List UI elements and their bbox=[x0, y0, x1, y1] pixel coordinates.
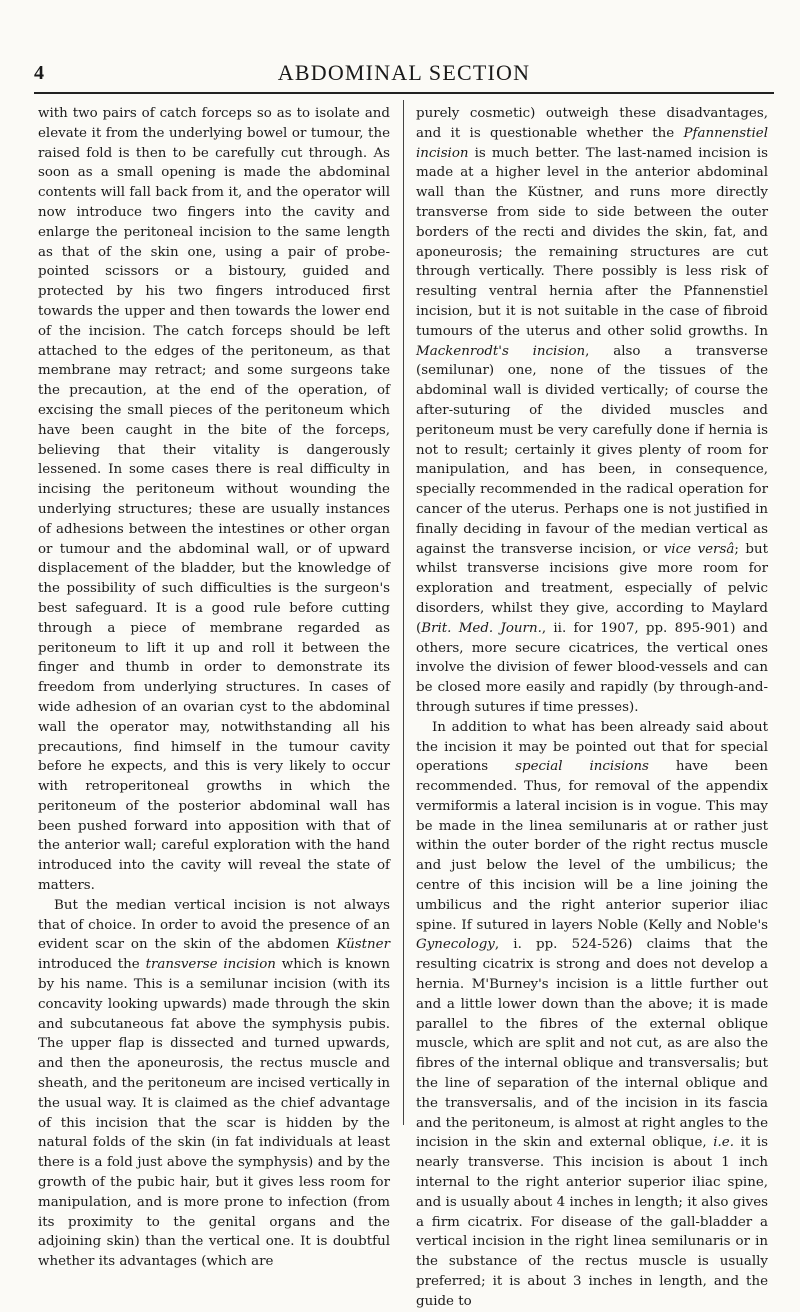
text-span: have been recommended. Thus, for removal of the appendix vermiformis a lateral incision is in vogue. This may be made in the linea semilunaris at or rather just within the outer border of the right rectus muscle and just below the level of the umbilicus; the centre of this incision will be a line joining the umbilicus and the right anterior superior iliac spine. If sutured in layers Noble (Kelly and Noble's bbox=[416, 759, 769, 933]
text-span: purely cosmetic) outweigh these disadvantages, and it is questionable whether the bbox=[416, 106, 768, 141]
text-span: , i. pp. 524-526) claims that the resulting cicatrix is strong and does not develop a hernia. M'Burney's incision is a little further out and a little lower down than the above; it is made parallel to the fibres of the external oblique muscle, which are split and not cut, as are also the fibres of the internal oblique and transversalis; but the line of separation of the internal oblique and the transversalis, and of the incision in its fascia and the peritoneum, is almost at right angles to the incision in the skin and external oblique, bbox=[416, 937, 768, 1151]
page-number: 4 bbox=[34, 62, 44, 84]
section-title: ABDOMINAL SECTION bbox=[277, 60, 531, 85]
text-span: In addition to what has been already said about the incision it may be pointed out that for special operations bbox=[416, 719, 768, 775]
italic-ie: i.e. bbox=[713, 1135, 734, 1151]
left-paragraph-1: with two pairs of catch forceps so as to isolate and elevate it from the underlying bowel or tumour, the raised fold is then to be carefully cut through. As soon as a small opening is made the abdominal contents will fall back from it, and the operator will now introduce two fingers into the cavity and enlarge the peritoneal incision to the same length as that of the skin one, using a pair of probe-pointed scissors or a bistoury, guided and protected by his two fingers introduced first towards the upper and then towards the lower end of the incision. The catch forceps should be left attached to the edges of the peritoneum, as that membrane may retract; and some surgeons take the precaution, at the end of the operation, of excising the small pieces of the peritoneum which have been caught in the bite of the forceps, believing that their vitality is dangerously lessened. In some cases there is real difficulty in incising the peritoneum without wounding the underlying structures; these are usually instances of adhesions between the intestines or other organ or tumour and the abdominal wall, or of upward displacement of the bladder, but the knowledge of the possibility of such difficulties is the surgeon's best safeguard. It is a good rule before cutting through a piece of membrane regarded as peritoneum to lift it up and roll it between the finger and thumb in order to demonstrate its freedom from underlying structures. In cases of wide adhesion of an ovarian cyst to the abdominal wall the operator may, notwithstanding all his precautions, find himself in the tumour cavity before he expects, and this is very likely to occur with retroperitoneal growths in which the peritoneum of the posterior abdominal wall has been pushed forward into apposition with that of the anterior wall; careful exploration with the hand introduced into the cavity will reveal the state of matters. bbox=[38, 106, 390, 894]
right-column bbox=[416, 104, 768, 1312]
italic-mackenrodt: Mackenrodt's incision bbox=[416, 343, 586, 359]
right-paragraph-1 bbox=[416, 104, 768, 718]
running-head bbox=[34, 60, 774, 88]
italic-journal: Brit. Med. Journ. bbox=[421, 620, 542, 636]
text-span: , also a transverse (semilunar) one, none of the tissues of the abdominal wall is divided vertically; of course the after-suturing of the divided muscles and peritoneum must be very carefully done if hernia is not to result; certainly it gives plenty of room for manipulation, and has been, in consequence, specially recommended in the radical operation for cancer of the uterus. Perhaps one is not justified in finally deciding in favour of the median vertical as against the transverse incision, or bbox=[416, 343, 768, 557]
text-span: is much better. The last-named incision is made at a higher level in the anterior abdominal wall than the Küstner, and runs more directly transverse from side to side between the outer borders of the recti and divides the skin, fat, and aponeurosis; the remaining structures are cut through vertically. There possibly is less risk of resulting ventral hernia after the Pfannenstiel incision, but it is not suitable in the case of fibroid tumours of the uterus and other solid growths. In bbox=[416, 145, 768, 339]
text-span: introduced the bbox=[38, 957, 146, 973]
text-span: But the median vertical incision is not always that of choice. In order to avoid the presence of an evident scar on the skin of the abdomen bbox=[38, 897, 390, 953]
italic-pfannenstiel: Pfannenstiel incision bbox=[416, 125, 768, 161]
left-paragraph-2 bbox=[38, 896, 390, 1272]
italic-kustner: Küstner bbox=[336, 937, 390, 953]
column-divider bbox=[403, 100, 404, 1125]
text-span: it is nearly transverse. This incision is about 1 inch internal to the right anterior superior iliac spine, and is usually about 4 inches in length; it also gives a firm cicatrix. For disease of the gall-bladder a vertical incision in the right linea semilunaris or in the substance of the rectus muscle is usually preferred; it is about 3 inches in length, and the guide to bbox=[416, 1135, 768, 1309]
italic-transverse-incision: transverse incision bbox=[145, 957, 276, 973]
italic-special-incisions: special incisions bbox=[515, 759, 649, 775]
italic-gynecology: Gynecology bbox=[416, 937, 495, 953]
right-paragraph-2 bbox=[416, 718, 768, 1312]
text-span: which is known by his name. This is a semilunar incision (with its concavity looking upwards) made through the skin and subcutaneous fat above the symphysis pubis. The upper flap is dissected and turned upwards, and then the aponeurosis, the rectus muscle and sheath, and the peritoneum are incised vertically in the usual way. It is claimed as the chief advantage of this incision that the scar is hidden by the natural folds of the skin (in fat individuals at least there is a fold just above the symphysis) and by the growth of the pubic hair, but it gives less room for manipulation, and is more prone to infection (from its proximity to the genital organs and the adjoining skin) than the vertical one. It is doubtful whether its advantages (which are bbox=[38, 957, 390, 1270]
text-span: , ii. for 1907, pp. 895-901) and others, more secure cicatrices, the vertical ones involve the division of fewer blood-vessels and can be closed more easily and rapidly (by through-and-through sutures if time presses). bbox=[416, 620, 768, 715]
italic-vice-versa: vice versâ bbox=[663, 541, 735, 557]
header-rule bbox=[34, 92, 774, 94]
left-column bbox=[38, 104, 390, 1272]
text-span: ; but whilst transverse incisions give more room for exploration and treatment, especially of pelvic disorders, whilst they give, according to Maylard ( bbox=[416, 541, 768, 636]
